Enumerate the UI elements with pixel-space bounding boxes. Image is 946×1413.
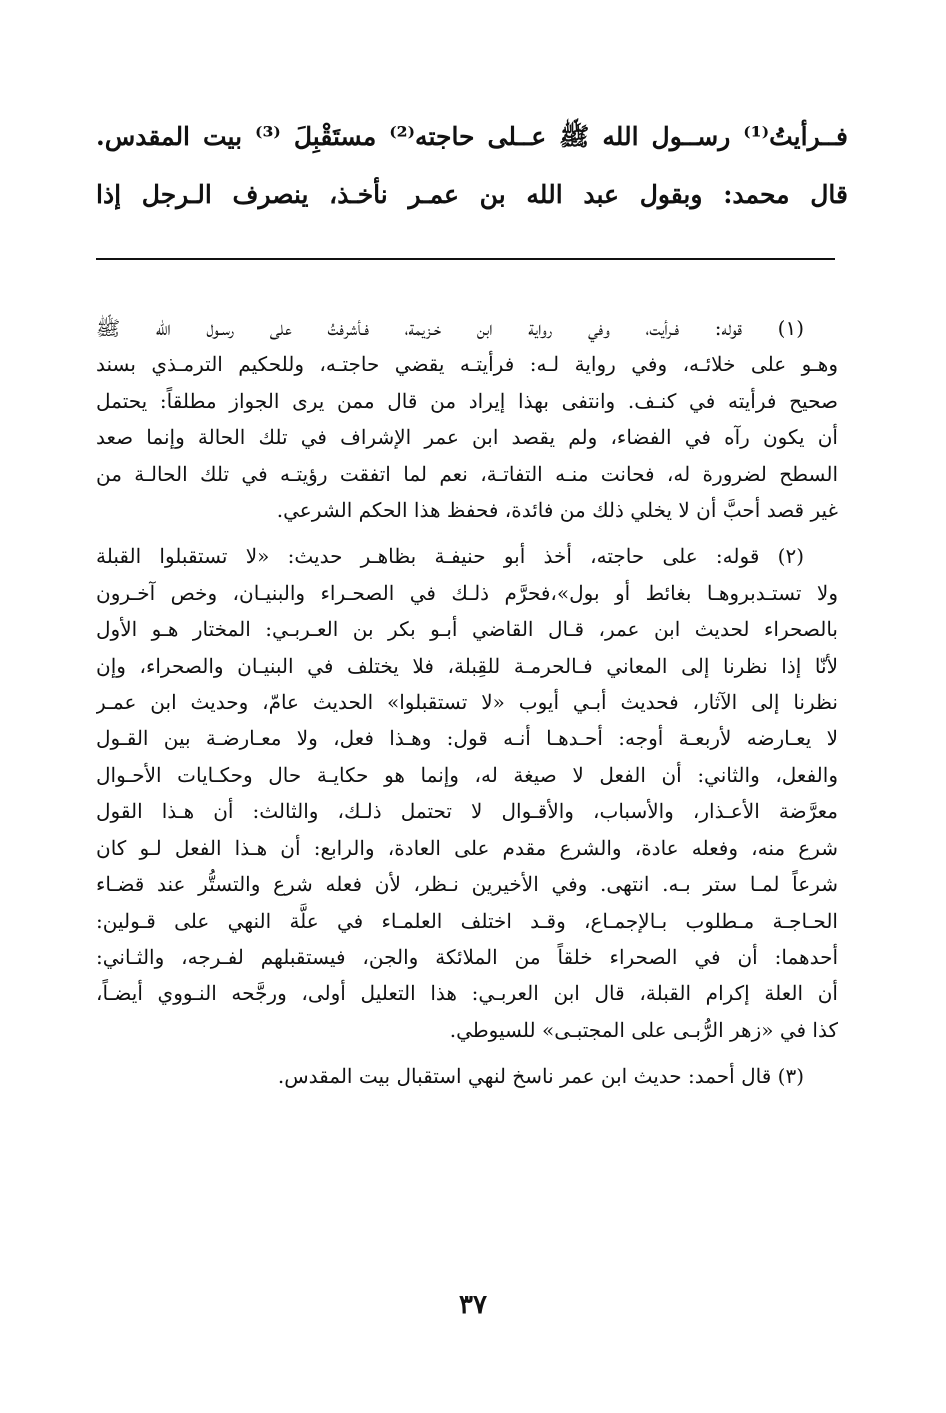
footnote-line: أن يكون رآه في الفضاء، ولم يقصد ابن عمر الإشراف في تلك الحالة وإنما صعد (96, 425, 838, 450)
footnote-line: غير قصد أحبَّ أن لا يخلي ذلك من فائدة، فحفظ هذا الحكم الشرعي. (276, 498, 838, 523)
footnote-1 (96, 310, 838, 528)
footnote-line: لأنّا إذا نظرنا إلى المعاني فـالحرمـة للقِبلة، فلا يختلف في البنيـان والصحراء، وإن (96, 653, 838, 678)
footnote-line: (٣) قال أحمد: حديث ابن عمر ناسخ لنهي استقبال بيت المقدس. (277, 1064, 804, 1089)
footnote-line: وهـو على خلائـه، وفي رواية لـه: فرأيتـه يقضي حاجتـه، وللحكيم الترمـذي بسند (96, 352, 838, 377)
footnote-line: بالصحراء لحديث ابن عمر، قـال القاضي أبـو بكر بن العـربـي: المختار هـو الأول (96, 617, 838, 642)
page-number: ٣٧ (459, 1290, 487, 1320)
footnote-line: شرع منه، وفعله عادة، والشرع مقدم على العادة، والرابع: أن هـذا الفعل لـو كان (96, 835, 838, 860)
footnote-line: معرَّضة الأعـذار، والأسباب، والأقـوال لا تحتمل ذلـك، والثالث: أن هـذا القول (96, 799, 838, 824)
footnote-line: نظرنا إلى الآثار، فحديث أبـي أيوب «لا تستقبلوا» الحديث عامّ، وحديث ابن عمـر (96, 690, 838, 715)
footnotes (96, 310, 838, 1105)
footnote-line: أحدهما: أن في الصحراء خلقاً من الملائكة والجن، فيستقبلهم لفـرجه، والثـاني: (96, 944, 838, 969)
footnote-line: (٢) قوله: على حاجته، أخذ أبو حنيفـة بظاهـر حديث: «لا تستقبلوا القبلة (96, 544, 804, 569)
footnote-line: والفعل، والثاني: أن الفعل لا صيغة له، وإنما هو حكايـة حال وحكـايات الأحـوال (96, 762, 838, 787)
footnote-line: (١) قوله: فـرأيت، وفي رواية ابن خـزيمة، فـأشرفتُ على رسـول الله ﷺ (96, 316, 804, 340)
footnote-line: شرعاً لمـا ستر بـه. انتهى. وفي الأخيرين نـظر، لأن فعله شرع والتستُّر عند قضـاء (96, 872, 838, 897)
footnote-separator (96, 258, 835, 260)
footnote-3 (96, 1058, 838, 1094)
footnote-line: السطح لضرورة له، فحانت منـه التفاتـة، نعم لما اتفقت رؤيتـه في تلك الحالـة من (96, 461, 838, 486)
footnote-line: أن العلة إكرام القبلة، قال ابن العربـي: هذا التعليل أولى، ورجَّحه النـووي أيضـاً، (96, 981, 838, 1006)
footnote-2 (96, 538, 838, 1048)
footnote-line: كذا في «زهر الرُّبـى على المجتبـى» للسيوطي. (449, 1017, 838, 1042)
footnote-line: لا يعـارضه لأربعـة أوجه: أحـدهـا أنـه قول: وهـذا فعل، ولا معـارضـة بين القـول (96, 726, 838, 751)
main-text-line: قال محمد: وبقول عبد الله بن عمـر نأخـذ، ينصرف الـرجل إذا (96, 180, 848, 209)
footnote-line: ولا تستـدبروهـا بغائط أو بول»،فحرَّم ذلـك في الصحـراء والبنيـان، وخص آخـرون (96, 580, 838, 605)
footnote-line: صحيح فرأيته في كنـف. وانتفى بهذا إيراد من قال ممن يرى الجواز مطلقاً: يحتمل (96, 388, 838, 413)
footnote-line: الحـاجـة مـطلوب بـالإجمـاع، وقـد اختلف العلمـاء في علَّة النهي على قـولين: (96, 908, 838, 933)
main-text (96, 108, 848, 224)
main-text-line: فــرأيتُ⁽¹⁾ رســول الله ﷺ عــلى حاجته⁽²⁾ مستَقْبِلَ ⁽³⁾ بيت المقدس. (96, 122, 848, 151)
